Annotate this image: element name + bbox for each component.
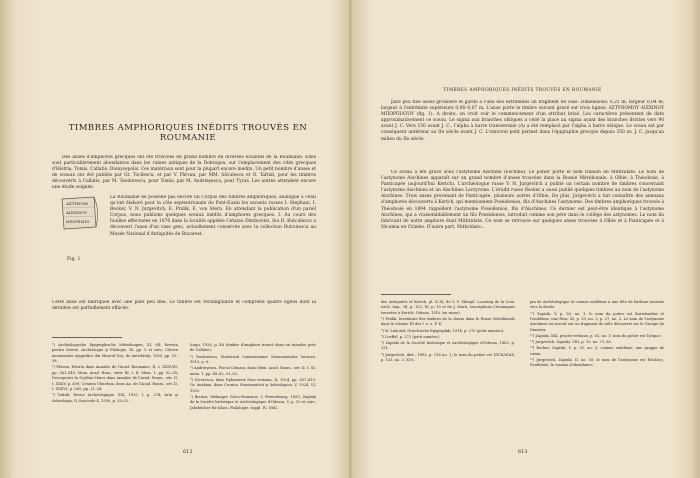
article-title: TIMBRES AMPHORIQUES INÉDITS TROUVÉS EN ROUMANIE bbox=[68, 123, 308, 143]
running-header: TIMBRES AMPHORIQUES INÉDITS TROUVÉS EN ROUMANIE bbox=[443, 88, 602, 93]
narrow-text: La Roumanie ne possède pas encore un Corpus des timbres amphoriques, analogue à celui qu'ont élaboré pour la côte septentrionale du Pont-Euxin les savants russes I. Stephani, I. Becker, V. N. Jurgevitch, E. Pridik, E. von Stern. En attendant la publication d'un pareil Corpus, nous publions quelques sceaux inédits d'amphores grecques. I. Au cours des fouilles effectuées en 1876 dans la localité appelée Cetatea Dimbovitei, feu D. Butculescu a découvert l'anse d'un vase grec, actuellement conservée avec la collection Butculescu au Musée National d'Antiquités de Bucarest. bbox=[110, 195, 316, 237]
footnote: ¹) Archäologische Epigraphische Mitteilungen, XI, 64; Revista pentru Istorie, Archeologie şi Filologie, IX, pp. 5 et suiv.; Câteva monumente epigrafice din Muzeul Naţ. de Antichităţi, 1905, pp. 52–58. bbox=[52, 343, 178, 364]
footnotes-column-2 bbox=[190, 343, 316, 443]
intro-text: Des anses d'amphores grecques ont été trouvées en grand nombre en diverses localités de la Roumanie. Elles sont particulièrement abondantes dans les ruines antiques de la Dobrogea, sur l'emplacement des cités grecques d'Histria, Tomis, Callatis, Dionysopolis. Ces matériaux sont pour la plupart encore inédits. Un petit nombre d'anses et de sceaux ont été publiés par Gr. Tocilescu, et par V. Pârvan, par MM. Săvulescu et O. Tafrali, pour les timbres découverts à Callatis, par M. Teodorescu, pour Tomis, par M. Andrieşescu, pour Tyras. Les autres attendent encore une étude soignée. bbox=[52, 155, 316, 191]
right-paragraph-2 bbox=[381, 170, 664, 290]
footnotes-column-1 bbox=[381, 300, 515, 440]
footnote: ¹⁴) Becker, Zapiski, V, p. 35, no. 5; comme emblème, une grappe de raisin. bbox=[530, 346, 664, 356]
stamp-line-1: ΑΣΤΥΝΟΜ bbox=[66, 201, 88, 206]
wide-text: Cette anse est fabriquée avec une pâte peu fine. Le timbre est rectangulaire et comprend quatre lignes dont la dernière est partiellement effacée. bbox=[52, 300, 316, 312]
page-number-right: 613 bbox=[518, 449, 528, 455]
figure-label: Fig. 1 bbox=[67, 257, 81, 262]
footnote-rule bbox=[52, 337, 122, 338]
footnote: ¹¹) Zapiski, V, p. 56, no. 1: le nom du potier est Kartobardas et l'emblème, une fleur. XI, p. 33, no. 2; p. 27, no. 2. Le nom de l'astynome Aischines est inscrit sur un fragment de tuile découvert sur le Groupe du Dniester. bbox=[530, 311, 664, 332]
left-page bbox=[0, 0, 349, 478]
narrow-paragraph bbox=[110, 195, 316, 297]
footnote-rule bbox=[381, 294, 451, 295]
intro-paragraph bbox=[52, 155, 316, 193]
wide-paragraph bbox=[52, 300, 316, 330]
stamp-line-3: ΜΠΟΡΠΙΑΤΟ bbox=[66, 220, 90, 224]
footnote: ²) Pridik, Inventaire des timbres de la classe dans le Russe Méridionale dans le volume III des I. o. s. P. E. bbox=[381, 317, 515, 327]
stamp-line-2: ΑΙΣΧΙΝΟΥ bbox=[66, 210, 88, 215]
footnote: ¹⁵) Jurgevitch, Zapiski, II, no. 55; le nom de l'astynome est Εὐαλίας, Fonthéate, le comme d'abondance. bbox=[530, 358, 664, 368]
footnotes-column-1 bbox=[52, 343, 178, 443]
footnote: ⁶) Jurgevitch, ibid., 1893, p. 116 no. 1; le nom du potier est ΣΥΓΚΛΕΑΣ; p. 133, no. 2; ΧΥΛ. bbox=[381, 352, 515, 363]
right-page bbox=[351, 0, 700, 478]
amphora-stamp-figure bbox=[58, 193, 102, 237]
footnote: ¹³) Jurgevitch, Zapiski, VIII, p. 10, no. 79, 80. bbox=[530, 340, 612, 345]
footnote: ⁷) Becker, Mélanges Gréco-Romains, I, Petersbourg, 1855; Zapiski de la Société historique et Archéologique d'Odessa, V, p. 10 et suiv.; Jahrbücher für Klass. Philologie, suppl. IV, 1862. bbox=[190, 394, 316, 410]
footnote: des Antiquités of Kertch, pl. X–XI, de V. V. Skorpil. Locating de la Com. Arch. Imp., III, p. 122; XI, p. 19 et de J. Marti, Inscriptions Céramiques trouvées à Kertch, Odessa, 1910 (en russe). bbox=[381, 300, 515, 315]
footnote: ¹²) Zapiski, XXI, procès-verbaux, p. 61, no. 1: nom du potier est Τρύφων. bbox=[530, 334, 662, 339]
right-footnotes bbox=[381, 300, 664, 440]
right-text-2: Ce sceau a été gravé sous l'astynome Aischine (Eschine). Le potier porte le nom iranien de Mithridate. Le nom de l'astynome Aischines apparaît sur un grand nombre d'anses trouvées dans la Russie Méridionale, à Olbie, à Théodosie, à Panticapée (aujourd'hui Kertch). L'archéologue russe V. N. Jurgevitch a publié un certain nombre de timbres concernant l'astynome Aischines et un Aischines Lactyrome. L'érudit russe Becker a aussi publié quelques timbres au nom de l'astynome Aischines. Trois anses provenant de Panticapée, plusieurs autres d'Olbie. De plus, Jurgevitch a fait connaître des anneaux d'amphores découverts à Kertch, qui mentionnent Poseidonios, fils d'Aischines l'astynome. Des timbres amphoriques trouvés à Théodosie en 1894 rappellent l'astynome Poseidonios, fils d'Aischines. Ce dernier est peut-être identique à l'astynome Aischines, qui a vraisemblablement un fils Poseidonios, introduit comme son père dans le collège des astynomes. Le nom du fabricant de notre amphore était Mithridate. Ce nom se retrouve sur quelques anses trouvées à Olbie et à Panticapée et à Nicomia en Crimée. D'autre part, Mithridate... bbox=[381, 170, 664, 230]
footnote: Iorga, 1928, p. 46 (timbre d'amphore trouvé dans un tumulus près de Callatis). bbox=[190, 343, 316, 353]
page-number-left: 612 bbox=[183, 449, 193, 455]
footnote: ⁵) Zapiski de la Société historique et Archéologique d'Odessa, 1883, p. 121. bbox=[381, 341, 515, 351]
footnote: ⁴) Loeffel, p. 272 (petit numéro). bbox=[381, 334, 440, 339]
footnote: ⁴) Teodorescu, Statistical Commissioner Monumentelor Istorice, 1915, p. 6. bbox=[190, 354, 316, 365]
footnote: ³) W. Latichef, Griechische Epigraphik, 1914, p. 270 (petit numéro). bbox=[381, 328, 505, 333]
footnotes-column-2 bbox=[530, 300, 664, 440]
right-text-1: pâte peu fine assez grossière et garde à l'une des extrémités un fragment de vase. Dimensions: 0,21 m; largeur 0,04 m; largeur à l'extrémité supérieure 0,06–0,07 m. L'anse porte le timbre suivant gravé sur trois lignes: ΑΣΤΥΝΟΜΟΥ ΑΙΣΧΙΝΟΥ ΜΠΟΡΠΙΑΤΟΥ (fig. 1). A droite, on croit voir le commencement d'un attribut brisé. Les caractères présentent de date approximativement ce sceau. Le sigma aux branches obliques a cédé la place au sigma ayant des branches droites vers 90 avant J. C. Vers 150 avant J. C., l'alpha à barre transversale (A) a été remplacé par l'alpha à barre oblique. Le sceau est par conséquent antérieur au IIe siècle avant J. C. L'omicron petit permet dans l'épigraphie grecque depuis 350 av. J. C. jusqu'au milieu du IIe siècle. bbox=[381, 100, 664, 142]
left-footnotes bbox=[52, 343, 316, 443]
right-paragraph-1 bbox=[381, 100, 664, 160]
footnote: ⁶) Nicorescu, dans Ephemeris Daco-romana, II, 1924, pp. 387–415; Gr. Avakian, dans Cronica Numismatică şi Arheologică, V, 1924, VI, 1925. bbox=[190, 377, 316, 393]
footnote: ⁵) Andrieşescu, Piscul Crăsani, dans Mém. Acad. Roum., sér. II, t. XI, mém. 1, pp. 48–82, 91–92. bbox=[190, 366, 316, 376]
footnote: ²) Pârvan, Histria dans Annales de l'Acad. Roumaine, II, s. XXXVIII, pp. 541–543; Mem. Acad. Rom., série III, t. II, Mem. 1, pp. 32–38; Descoperiri în Scythia Minor dans Annales de l'Acad. Roum., sér. II, t. XXXV, p. 490; Cetatea Ulmetum, dans An. de l'Acad. Roum., sér. II, t. XXXVI, p. 561, pp. 21–24. bbox=[52, 365, 178, 392]
footnote: pin de Archéologique et comme emblème à une tête de barbare tournée vers la droite. bbox=[530, 300, 664, 310]
footnote: ³) Tafrali, Revue Archéologique, XXI, 1925, I, p. 274; Arta şi Arheologia, II, fascicule 4, 1930, p. 29–52. bbox=[52, 393, 178, 403]
